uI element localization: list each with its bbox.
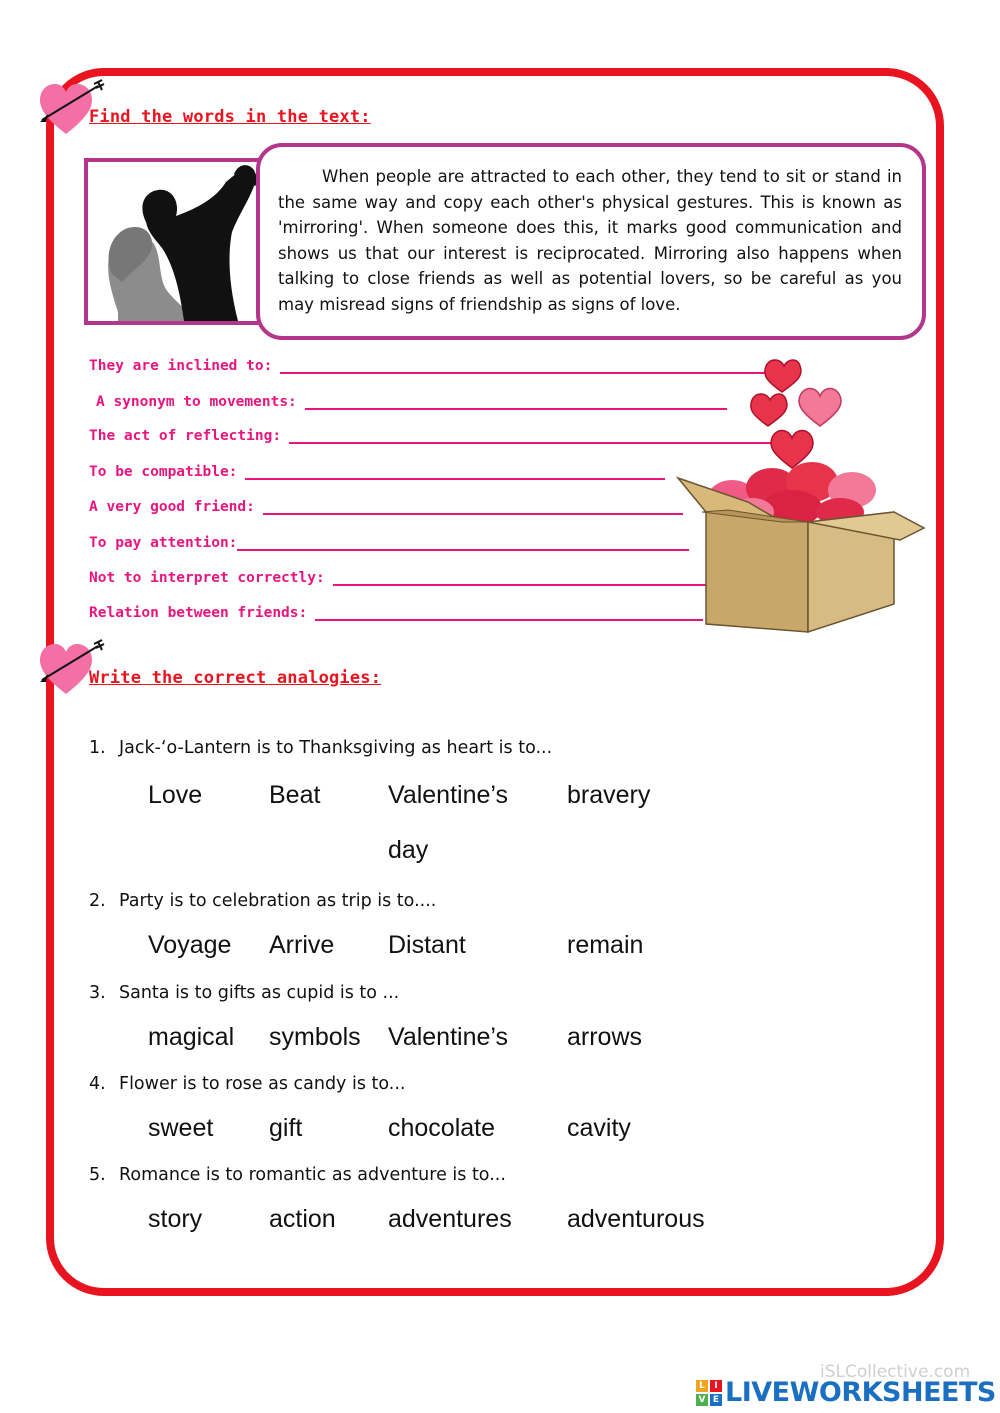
reading-passage: When people are attracted to each other, they tend to sit or stand in the same way and copy each other's physical gestures. This is known as 'mirroring'. When someone does this, it marks good communication and shows us that our interest is reciprocated. Mirroring also happens when talking to close friends as well as potential lovers, so be careful as you may misread signs of friendship as signs of love. [278,167,902,314]
vocab-label: A very good friend: [89,499,255,515]
question-number: 2. [89,891,106,911]
option-1c-continued[interactable]: day [388,836,429,864]
answer-blank[interactable] [333,570,713,586]
vocab-label: To pay attention: [89,535,238,551]
option-3a[interactable]: magical [148,1023,235,1051]
question-3 [89,983,399,1003]
option-4d[interactable]: cavity [567,1114,631,1142]
question-text: Party is to celebration as trip is to.... [119,891,437,911]
question-text: Santa is to gifts as cupid is to ... [119,983,400,1003]
option-5c[interactable]: adventures [388,1205,512,1233]
answer-blank[interactable] [305,394,727,410]
logo-grid-icon: L I V E [696,1380,722,1406]
vocab-item [89,499,683,515]
option-4c[interactable]: chocolate [388,1114,496,1142]
dancing-couple-image [84,158,272,325]
option-4a[interactable]: sweet [148,1114,214,1142]
section-title-analogies: Write the correct analogies: [89,668,382,688]
vocab-item [89,535,689,551]
vocab-item [89,428,773,444]
question-5 [89,1165,506,1185]
question-text: Jack-‘o-Lantern is to Thanksgiving as heart is to... [119,738,553,758]
answer-blank[interactable] [245,464,665,480]
option-5b[interactable]: action [269,1205,336,1233]
answer-blank[interactable] [315,605,703,621]
vocab-label: Relation between friends: [89,605,308,621]
vocab-item [89,605,703,621]
option-1d[interactable]: bravery [567,781,651,809]
logo-text: LIVEWORKSHEETS [725,1377,996,1408]
vocab-label: The act of reflecting: [89,428,282,444]
section-title-find-words: Find the words in the text: [89,107,371,127]
vocab-label: To be compatible: [89,464,238,480]
liveworksheets-logo[interactable] [696,1377,996,1408]
vocab-item [89,464,665,480]
vocab-label: They are inclined to: [89,358,273,374]
option-3b[interactable]: symbols [269,1023,361,1051]
question-4 [89,1074,405,1094]
question-text: Romance is to romantic as adventure is to... [119,1165,506,1185]
question-number: 1. [89,738,106,758]
question-number: 5. [89,1165,106,1185]
option-1b[interactable]: Beat [269,781,321,809]
option-3d[interactable]: arrows [567,1023,643,1051]
vocab-item [89,570,713,586]
vocab-item [89,358,772,374]
option-3c[interactable]: Valentine’s [388,1023,508,1051]
vocab-label: Not to interpret correctly: [89,570,325,586]
option-2d[interactable]: remain [567,931,644,959]
answer-blank[interactable] [237,535,689,551]
option-2c[interactable]: Distant [388,931,466,959]
option-2b[interactable]: Arrive [269,931,335,959]
question-1 [89,738,552,758]
watermark: iSLCollective.com [820,1362,971,1382]
option-2a[interactable]: Voyage [148,931,232,959]
option-4b[interactable]: gift [269,1114,303,1142]
question-number: 3. [89,983,106,1003]
vocab-item [96,394,727,410]
option-1c[interactable]: Valentine’s [388,781,508,809]
vocab-label: A synonym to movements: [96,394,297,410]
question-2 [89,891,436,911]
question-number: 4. [89,1074,106,1094]
option-5d[interactable]: adventurous [567,1205,705,1233]
question-text: Flower is to rose as candy is to... [119,1074,406,1094]
option-1a[interactable]: Love [148,781,203,809]
gift-box-hearts-image [672,352,928,634]
option-5a[interactable]: story [148,1205,203,1233]
answer-blank[interactable] [263,499,683,515]
